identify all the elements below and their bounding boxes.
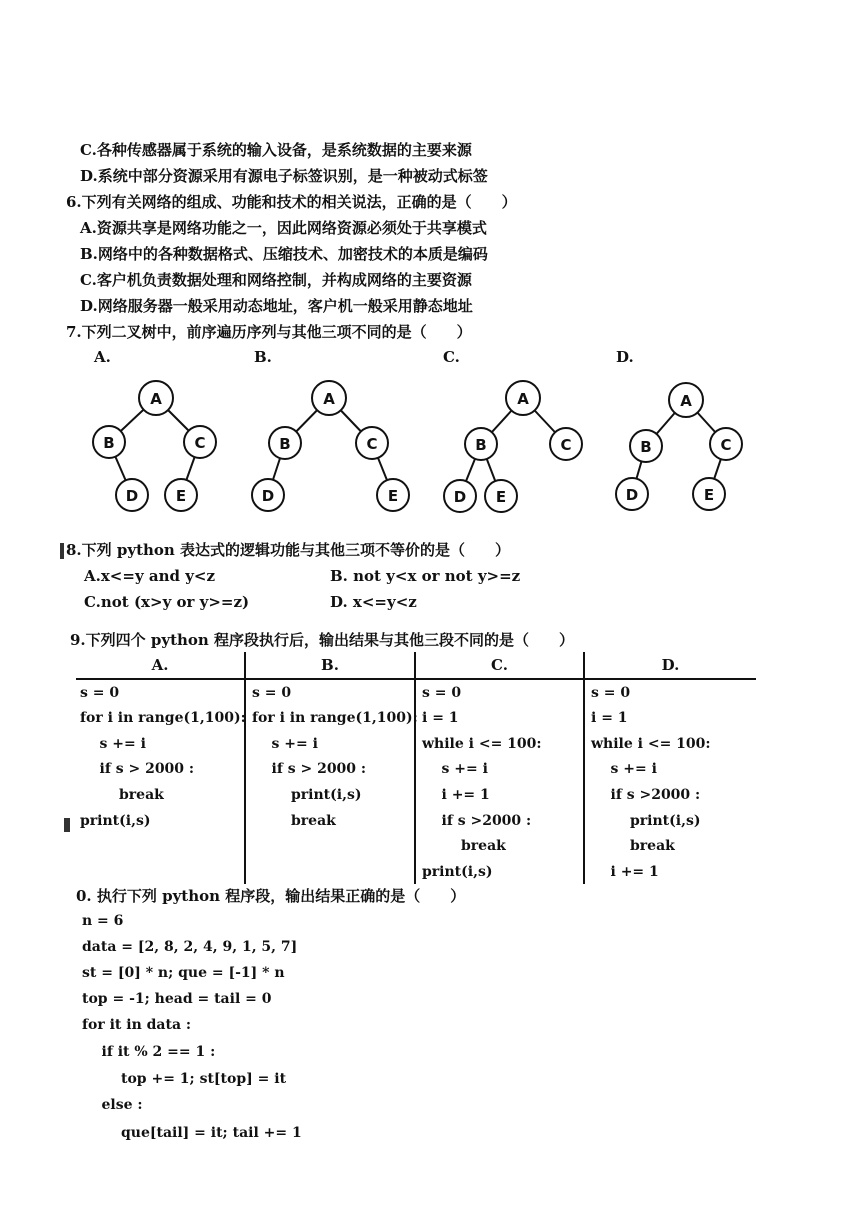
code-line: for i in range(1,100): [252,710,418,726]
q10-stem: 0. 执行下列 python 程序段，输出结果正确的是（ ） [76,887,466,905]
code-line: if s > 2000 : [252,761,367,777]
code-line: n = 6 [82,913,124,929]
code-line: que[tail] = it; tail += 1 [82,1125,302,1141]
code-line: s += i [80,736,146,752]
q7-label-a: A. [94,348,111,366]
code-line: while i <= 100: [422,736,542,752]
q9-head-a: A. [151,656,169,674]
q5-option-c: C.各种传感器属于系统的输入设备，是系统数据的主要来源 [80,141,472,159]
tree-b-label-root: A [323,390,335,408]
tree-b-label-ll: D [261,487,275,505]
tree-a-label-left: B [103,434,115,452]
q7-trees-svg [0,370,860,520]
q8-option-a: A.x<=y and y<z [84,567,216,585]
q5-option-d: D.系统中部分资源采用有源电子标签识别，是一种被动式标签 [80,167,488,185]
q7-stem: 7.下列二叉树中，前序遍历序列与其他三项不同的是（ ） [66,323,472,341]
q6-option-c: C.客户机负责数据处理和网络控制，并构成网络的主要资源 [80,271,472,289]
q6-stem: 6.下列有关网络的组成、功能和技术的相关说法，正确的是（ ） [66,193,517,211]
q6-option-d: D.网络服务器一般采用动态地址，客户机一般采用静态地址 [80,297,473,315]
code-line: print(i,s) [80,813,151,829]
code-line: s = 0 [80,685,120,701]
q7-trees [0,370,860,520]
q7-label-d: D. [616,348,634,366]
q8-option-d: D. x<=y<z [330,593,417,611]
q6-option-a: A.资源共享是网络功能之一，因此网络资源必须处于共享模式 [80,219,487,237]
q8-option-b: B. not y<x or not y>=z [330,567,521,585]
tree-a-label-rl: E [175,487,187,505]
scan-mark [60,543,64,559]
q9-head-c: C. [491,656,508,674]
tree-c-label-lr: E [495,488,507,506]
code-line: for i in range(1,100): [80,710,246,726]
code-line: break [591,838,675,854]
q9-head-d: D. [661,656,680,674]
code-line: while i <= 100: [591,736,711,752]
code-line: s += i [591,761,657,777]
q10-code [82,912,682,1152]
tree-d-label-rl: E [703,486,715,504]
code-line: if s > 2000 : [80,761,195,777]
code-line: print(i,s) [252,787,362,803]
code-line: data = [2, 8, 2, 4, 9, 1, 5, 7] [82,939,298,955]
tree-d-label-right: C [720,436,732,454]
code-line: if s >2000 : [422,813,532,829]
q8-option-c: C.not (x>y or y>=z) [84,593,250,611]
tree-c-label-ll: D [453,488,467,506]
tree-a-label-root: A [150,390,162,408]
code-line: i += 1 [591,864,659,880]
q9-column-b [246,652,418,884]
q9-code-table [76,652,756,884]
q6-option-b: B.网络中的各种数据格式、压缩技术、加密技术的本质是编码 [80,245,488,263]
tree-a-label-right: C [194,434,206,452]
code-line: s = 0 [422,685,462,701]
code-line: st = [0] * n; que = [-1] * n [82,965,285,981]
code-line: s = 0 [252,685,292,701]
tree-b-label-rr: E [387,487,399,505]
code-line: top += 1; st[top] = it [82,1071,287,1087]
tree-d-label-root: A [680,392,692,410]
tree-b-label-left: B [279,435,291,453]
q9-column-d [585,652,756,884]
code-line: for it in data : [82,1017,192,1033]
code-line: break [252,813,336,829]
code-line: if it % 2 == 1 : [82,1044,216,1060]
code-line: print(i,s) [422,864,493,880]
tree-c-label-right: C [560,436,572,454]
code-line: break [80,787,164,803]
code-line: break [422,838,506,854]
q9-stem: 9.下列四个 python 程序段执行后，输出结果与其他三段不同的是（ ） [70,631,575,649]
code-line: else : [82,1097,143,1113]
q9-head-b: B. [321,656,339,674]
q7-label-b: B. [254,348,272,366]
code-line: s += i [252,736,318,752]
code-line: print(i,s) [591,813,701,829]
tree-c-label-root: A [517,390,529,408]
tree-a-label-ll: D [125,487,139,505]
code-line: top = -1; head = tail = 0 [82,991,272,1007]
code-line: i += 1 [422,787,490,803]
q9-column-a [76,652,244,884]
code-line: s += i [422,761,488,777]
scan-mark [64,818,70,832]
tree-c-label-left: B [475,436,487,454]
tree-d-label-left: B [640,438,652,456]
code-line: if s >2000 : [591,787,701,803]
tree-d-label-ll: D [625,486,639,504]
q9-column-c [416,652,583,884]
code-line: i = 1 [591,710,628,726]
q8-stem: 8.下列 python 表达式的逻辑功能与其他三项不等价的是（ ） [66,541,511,559]
code-line: i = 1 [422,710,459,726]
q7-label-c: C. [443,348,460,366]
code-line: s = 0 [591,685,631,701]
tree-b-label-right: C [366,435,378,453]
